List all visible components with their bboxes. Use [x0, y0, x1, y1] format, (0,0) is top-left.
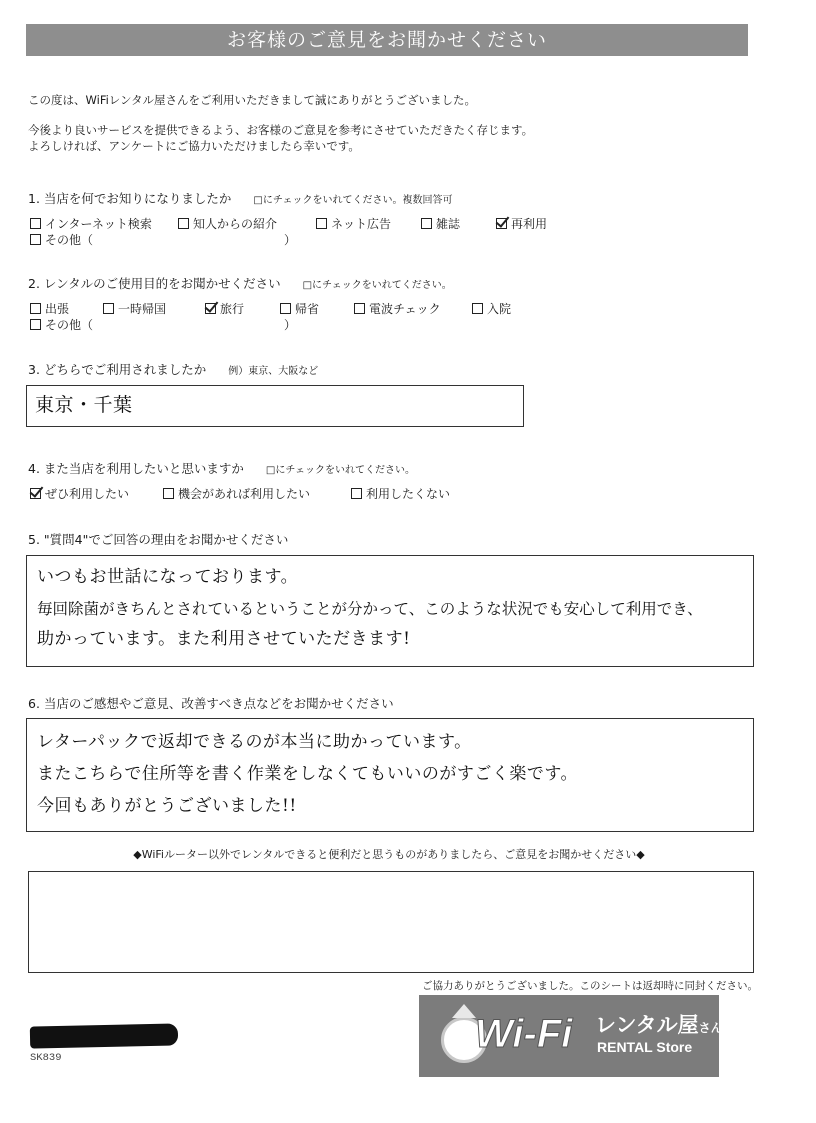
checkbox[interactable] — [30, 218, 41, 229]
logo-brand-jp: レンタル屋さん — [595, 1013, 723, 1037]
logo-brand-en: RENTAL Store — [597, 1039, 693, 1055]
q2-option-other[interactable]: その他（ — [30, 316, 93, 333]
q6-answer-field[interactable] — [26, 718, 754, 832]
q5-answer-line-2: 毎回除菌がきちんとされているということが分かって、このような状況でも安心して利用でき、 — [37, 600, 703, 618]
q1-option-search[interactable]: インターネット検索 — [30, 215, 152, 232]
question-4 — [28, 459, 415, 477]
checkbox-checked[interactable] — [30, 488, 41, 499]
checkbox[interactable] — [280, 303, 291, 314]
checkbox[interactable] — [30, 319, 41, 330]
q1-other-close: ） — [284, 233, 297, 247]
q5-answer-field[interactable] — [26, 555, 754, 667]
checkbox[interactable] — [30, 234, 41, 245]
q2-option-travel[interactable]: 旅行 — [205, 300, 244, 317]
question-2-note: □にチェックをいれてください。 — [302, 280, 452, 291]
q2-other-close: ） — [284, 318, 297, 332]
question-5-label: 5. "質問4"でご回答の理由をお聞かせください — [28, 532, 289, 547]
q2-option-signal-check[interactable]: 電波チェック — [354, 300, 441, 317]
q2-option-hospital[interactable]: 入院 — [472, 300, 511, 317]
thanks-note: ご協力ありがとうございました。このシートは返却時に同封ください。 — [422, 980, 758, 992]
redaction-bar — [30, 1023, 178, 1048]
q1-option-magazine[interactable]: 雑誌 — [421, 215, 460, 232]
intro-line-1: この度は、WiFiレンタル屋さんをご利用いただきまして誠にありがとうございました。 — [28, 93, 477, 107]
q4-option-no[interactable]: 利用したくない — [351, 485, 450, 502]
q6-answer-line-2: またこちらで住所等を書く作業をしなくてもいいのがすごく楽です。 — [37, 764, 578, 784]
checkbox-checked[interactable] — [205, 303, 216, 314]
q1-option-other[interactable]: その他（ — [30, 231, 93, 248]
checkbox[interactable] — [30, 303, 41, 314]
q5-answer-line-3: 助かっています。また利用させていただきます! — [37, 629, 411, 649]
q4-option-definitely[interactable]: ぜひ利用したい — [30, 485, 129, 502]
checkbox[interactable] — [351, 488, 362, 499]
question-3 — [28, 360, 318, 378]
logo-wifi-text: Wi-Fi — [475, 1012, 573, 1056]
checkbox[interactable] — [316, 218, 327, 229]
q4-option-if-chance[interactable]: 機会があれば利用したい — [163, 485, 310, 502]
q2-option-homecoming[interactable]: 帰省 — [280, 300, 319, 317]
intro-line-2: 今後より良いサービスを提供できるよう、お客様のご意見を参考にさせていただきたく存じます。 — [28, 123, 534, 137]
q7-answer-field[interactable] — [28, 871, 754, 973]
q3-answer-field[interactable] — [26, 385, 524, 427]
question-2 — [28, 274, 452, 292]
q1-option-net-ad[interactable]: ネット広告 — [316, 215, 391, 232]
q6-answer-line-3: 今回もありがとうございました!! — [37, 796, 297, 816]
checkbox[interactable] — [103, 303, 114, 314]
q1-option-referral[interactable]: 知人からの紹介 — [178, 215, 277, 232]
question-3-label: 3. どちらでご利用されましたか — [28, 362, 207, 377]
checkbox[interactable] — [421, 218, 432, 229]
q1-option-reuse[interactable]: 再利用 — [496, 215, 547, 232]
sheet-code: SK839 — [30, 1052, 62, 1064]
survey-title: お客様のご意見をお聞かせください — [26, 24, 748, 56]
checkbox[interactable] — [178, 218, 189, 229]
question-1 — [28, 189, 453, 207]
question-4-note: □にチェックをいれてください。 — [265, 465, 416, 476]
q6-answer-line-1: レターパックで返却できるのが本当に助かっています。 — [37, 732, 472, 752]
checkbox[interactable] — [472, 303, 483, 314]
question-7-label: ◆WiFiルーター以外でレンタルできると便利だと思うものがありましたら、ご意見をお聞かせください◆ — [133, 848, 645, 861]
q5-answer-line-1: いつもお世話になっております。 — [37, 567, 299, 587]
question-1-label: 1. 当店を何でお知りになりましたか — [28, 191, 232, 206]
checkbox-checked[interactable] — [496, 218, 507, 229]
question-1-note: □にチェックをいれてください。複数回答可 — [253, 195, 453, 206]
q3-answer-text: 東京・千葉 — [35, 394, 133, 416]
question-2-label: 2. レンタルのご使用目的をお聞かせください — [28, 276, 281, 291]
checkbox[interactable] — [163, 488, 174, 499]
question-6-label: 6. 当店のご感想やご意見、改善すべき点などをお聞かせください — [28, 696, 394, 711]
q2-option-business-trip[interactable]: 出張 — [30, 300, 69, 317]
question-3-note: 例）東京、大阪など — [228, 366, 319, 377]
intro-line-3: よろしければ、アンケートにご協力いただけましたら幸いです。 — [28, 139, 360, 153]
brand-logo — [419, 995, 723, 1077]
checkbox[interactable] — [354, 303, 365, 314]
q2-option-temporary-return[interactable]: 一時帰国 — [103, 300, 166, 317]
question-4-label: 4. また当店を利用したいと思いますか — [28, 461, 244, 476]
